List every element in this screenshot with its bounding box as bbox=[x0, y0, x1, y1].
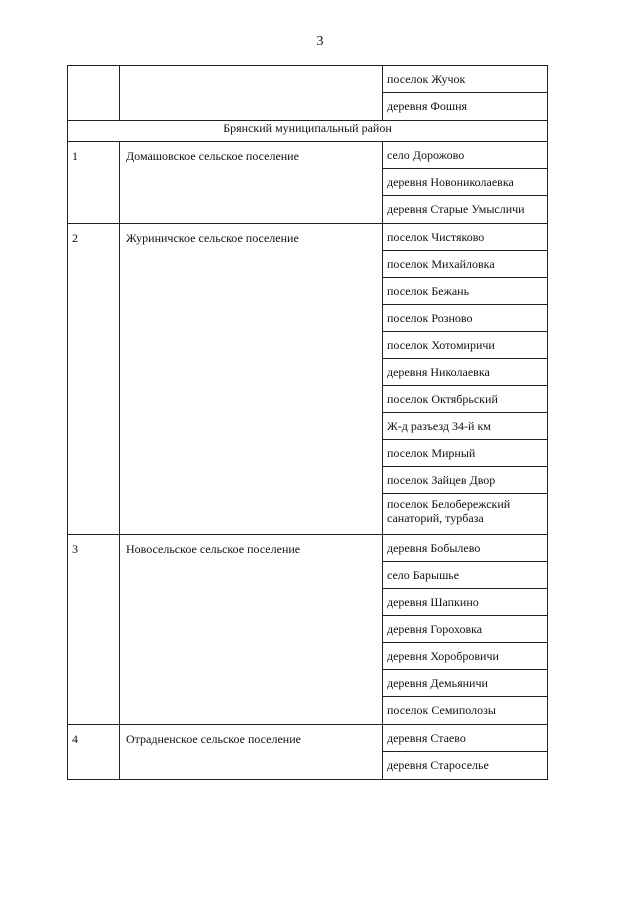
table-row bbox=[68, 725, 548, 780]
place-item: поселок Семиполозы bbox=[387, 703, 496, 717]
page-number: 3 bbox=[316, 34, 324, 49]
row-number-cell: 2 bbox=[68, 224, 120, 535]
place-item: деревня Староселье bbox=[387, 758, 489, 772]
place-item: поселок Розново bbox=[383, 305, 547, 332]
place-item: поселок Хотомиричи bbox=[383, 332, 547, 359]
settlement-name-cell: Новосельское сельское поселение bbox=[120, 535, 383, 725]
place-item: Ж-д разъезд 34-й км bbox=[383, 413, 547, 440]
place-item: деревня Фошня bbox=[387, 99, 468, 113]
settlement-name-cell: Отрадненское сельское поселение bbox=[120, 725, 383, 780]
place-item: деревня Новониколаевка bbox=[383, 169, 547, 196]
place-item: поселок Белобережский санаторий, турбаза bbox=[387, 497, 511, 525]
place-item: поселок Чистяково bbox=[383, 224, 547, 251]
place-item: деревня Старые Умысличи bbox=[387, 202, 525, 216]
table-row bbox=[68, 142, 548, 224]
place-item: поселок Михайловка bbox=[383, 251, 547, 278]
settlement-name-cell: Журиничское сельское поселение bbox=[120, 224, 383, 535]
table-row bbox=[68, 535, 548, 725]
settlement-name-cell: Домашовское сельское поселение bbox=[120, 142, 383, 224]
place-item: поселок Жучок bbox=[383, 66, 547, 93]
table-row bbox=[68, 224, 548, 535]
places-cell bbox=[383, 725, 548, 780]
settlements-table bbox=[67, 65, 548, 780]
places-cell bbox=[383, 142, 548, 224]
district-title: Брянский муниципальный район bbox=[68, 121, 548, 142]
place-item: село Барышье bbox=[383, 562, 547, 589]
place-item: село Дорожово bbox=[383, 142, 547, 169]
place-item: деревня Демьяничи bbox=[383, 670, 547, 697]
settlement-name-cell bbox=[120, 66, 383, 121]
places-cell bbox=[383, 224, 548, 535]
row-number-cell: 4 bbox=[68, 725, 120, 780]
place-item: деревня Николаевка bbox=[383, 359, 547, 386]
row-number-cell: 1 bbox=[68, 142, 120, 224]
place-item: поселок Бежань bbox=[383, 278, 547, 305]
place-item: деревня Хоробровичи bbox=[383, 643, 547, 670]
place-item: поселок Зайцев Двор bbox=[383, 467, 547, 494]
row-number-cell bbox=[68, 66, 120, 121]
places-cell bbox=[383, 66, 548, 121]
row-number-cell: 3 bbox=[68, 535, 120, 725]
table-row bbox=[68, 66, 548, 121]
place-item: деревня Гороховка bbox=[383, 616, 547, 643]
place-item: деревня Бобылево bbox=[383, 535, 547, 562]
place-item: поселок Мирный bbox=[383, 440, 547, 467]
place-item: деревня Стаево bbox=[383, 725, 547, 752]
district-row bbox=[68, 121, 548, 142]
place-item: поселок Октябрьский bbox=[383, 386, 547, 413]
places-cell bbox=[383, 535, 548, 725]
place-item: деревня Шапкино bbox=[383, 589, 547, 616]
